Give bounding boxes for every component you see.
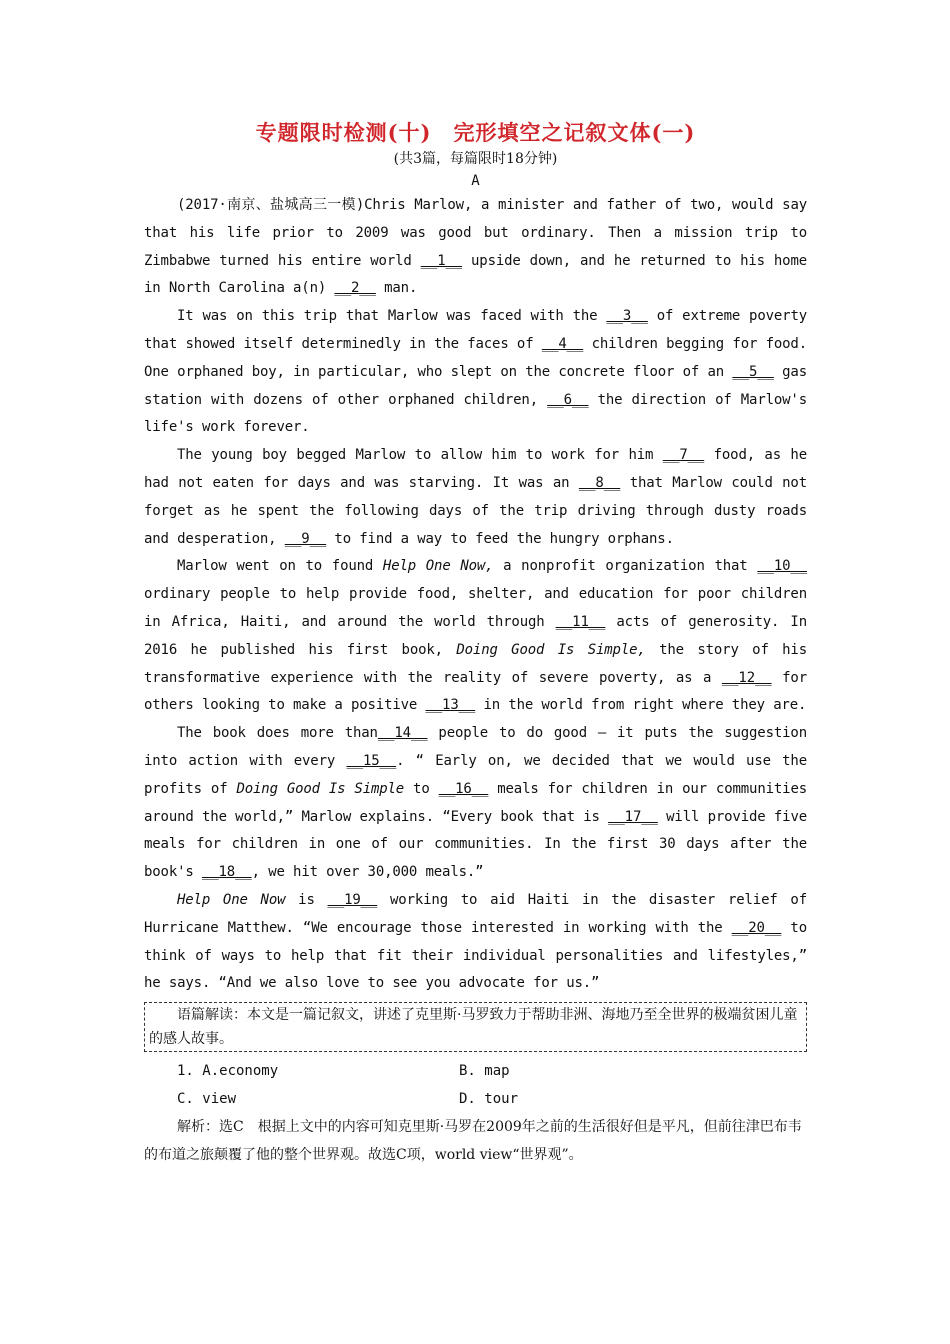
blank-10: __10__ <box>757 558 807 575</box>
summary-text: 本文是一篇记叙文，讲述了克里斯·马罗致力于帮助非洲、海地乃至全世界的极端贫困儿童的感人故事。 <box>149 1007 798 1048</box>
page-title: 专题限时检测(十) 完形填空之记叙文体(一) <box>255 120 696 145</box>
blank-13: __13__ <box>425 697 476 714</box>
book-title: Doing Good Is Simple, <box>456 641 646 658</box>
section-label: A <box>471 173 480 189</box>
option-a: 1. A.economy <box>177 1063 279 1080</box>
passage-summary-box <box>144 1002 807 1052</box>
blank-11: __11__ <box>555 613 606 630</box>
blank-20: __20__ <box>731 919 782 936</box>
paragraph-1: (2017·南京、盐城高三一模)Chris Marlow, a minister and father of two, would say that his life prior to 2009 was good but ordinary. Then a mission trip to Zimbabwe turned his entire world __1__ upside down, and he returned to his home in North Carolina a(n) __2__ man. <box>144 197 807 297</box>
blank-3: __3__ <box>606 308 648 325</box>
cloze-passage <box>144 192 807 998</box>
option-c: C. view <box>177 1090 237 1107</box>
paragraph-5: The book does more than__14__ people to do good — it puts the suggestion into action with every __15__. “ Early on, we decided that we would use the profits of Doing Good Is Simple to __16__ meals for children in our communities around the world,” Marlow explains. “Every book that is __17__ will provide five meals for children in one of our communities. In the first 30 days after the book's __18__, we hit over 30,000 meals.” <box>144 725 807 881</box>
blank-1: __1__ <box>420 252 463 269</box>
blank-2: __2__ <box>334 280 376 297</box>
paragraph-3: The young boy begged Marlow to allow him to work for him __7__ food, as he had not eaten for days and was starving. It was an __8__ that Marlow could not forget as he spent the following days of the trip driving through dusty roads and desperation, __9__ to find a way to feed the hungry orphans. <box>144 447 807 547</box>
blank-15: __15__ <box>346 752 397 769</box>
paragraph-4: Marlow went on to found Help One Now, a nonprofit organization that __10__ ordinary people to help provide food, shelter, and education for poor children in Africa, Haiti, and around the world through __11__ acts of generosity. In 2016 he published his first book, Doing Good Is Simple, the story of his transformative experience with the reality of severe poverty, as a __12__ for others looking to make a positive __13__ in the world from right where they are. <box>144 558 807 714</box>
option-b: B. map <box>459 1063 510 1080</box>
blank-16: __16__ <box>438 780 489 797</box>
blank-14: __14__ <box>377 725 428 742</box>
blank-19: __19__ <box>327 891 378 908</box>
book-title: Doing Good Is Simple <box>236 780 405 797</box>
blank-18: __18__ <box>201 864 252 881</box>
blank-17: __17__ <box>608 808 658 825</box>
blank-8: __8__ <box>578 474 621 491</box>
summary-label: 语篇解读： <box>177 1007 247 1024</box>
page-subtitle: (共3篇，每篇限时18分钟) <box>393 151 558 167</box>
blank-5: __5__ <box>732 363 774 380</box>
paragraph-2: It was on this trip that Marlow was faced with the __3__ of extreme poverty that showed itself determinedly in the faces of __4__ children begging for food. One orphaned boy, in particular, who slept on the concrete floor of an __5__ gas station with dozens of other orphaned children, __6__ the direction of Marlow's life's work forever. <box>144 308 808 436</box>
blank-12: __12__ <box>721 669 772 686</box>
question-1-options <box>144 1058 807 1169</box>
blank-7: __7__ <box>662 447 705 464</box>
option-d: D. tour <box>459 1090 519 1107</box>
document-page <box>144 118 807 1169</box>
org-name: Help One Now, <box>382 558 494 575</box>
question-1-analysis: 解析：选C 根据上文中的内容可知克里斯·马罗在2009年之前的生活很好但是平凡，但前往津巴布韦的布道之旅颠覆了他的整个世界观。故选C项，world view“世界观”。 <box>144 1118 802 1163</box>
paragraph-6: Help One Now is __19__ working to aid Haiti in the disaster relief of Hurricane Matthew. “We encourage those interested in working with the __20__ to think of ways to help that fit their individual personalities and lifestyles,” he says. “And we also love to see you advocate for us.” <box>144 891 807 992</box>
blank-4: __4__ <box>541 335 584 352</box>
org-name: Help One Now <box>177 891 286 908</box>
blank-9: __9__ <box>284 530 327 547</box>
blank-6: __6__ <box>547 391 589 408</box>
